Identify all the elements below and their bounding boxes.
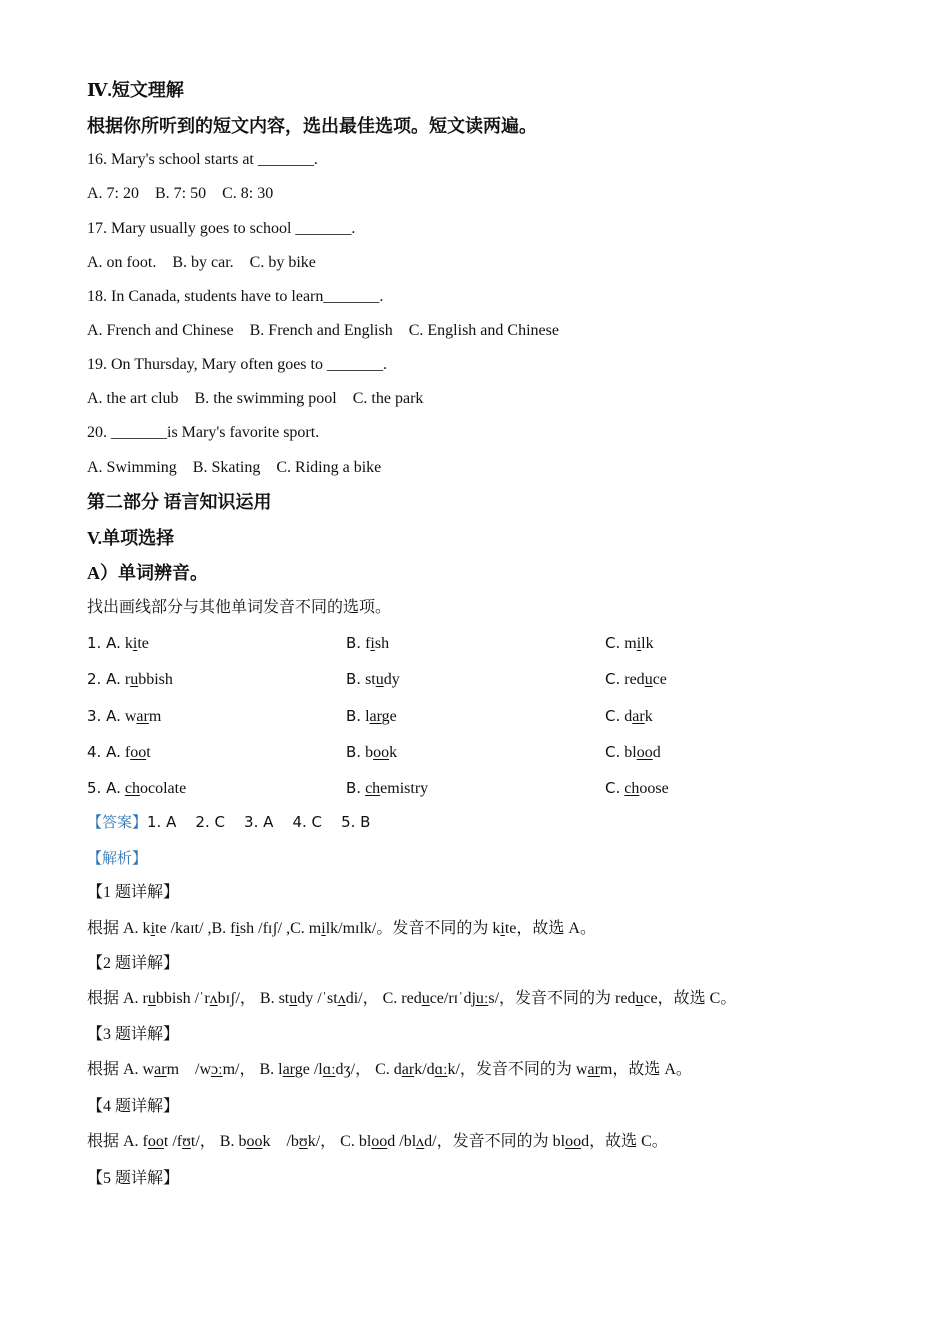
question-20: 20. _______is Mary's favorite sport. (87, 424, 320, 441)
answer-label: 【答案】 (87, 815, 148, 831)
question-16: 16. Mary's school starts at _______. (87, 151, 318, 168)
phonetics-instruction: 找出画线部分与其他单词发音不同的选项。 (87, 599, 392, 616)
detail-3-text: 根据 A. warm /wɔːm/， B. large /lɑːdʒ/， C. dark/dɑːk/，发音不同的为 warm，故选 A。 (87, 1061, 692, 1078)
detail-2-title: 【2 题详解】 (87, 955, 180, 972)
analysis-label: 【解析】 (87, 851, 148, 867)
question-18: 18. In Canada, students have to learn_______. (87, 288, 384, 305)
section-v-title: V.单项选择 (87, 528, 175, 548)
question-20-options: A. Swimming B. Skating C. Riding a bike (87, 459, 382, 476)
answer-line (87, 815, 370, 831)
subsection-a-title: A）单词辨音。 (87, 563, 208, 583)
part-two-title: 第二部分 语言知识运用 (87, 492, 272, 512)
question-17: 17. Mary usually goes to school _______. (87, 220, 356, 237)
detail-4-text: 根据 A. foot /fʊt/， B. book /bʊk/， C. blood /blʌd/，发音不同的为 blood，故选 C。 (87, 1133, 668, 1150)
detail-5-title: 【5 题详解】 (87, 1170, 180, 1187)
detail-4-title: 【4 题详解】 (87, 1098, 180, 1115)
section-iv-instruction: 根据你所听到的短文内容，选出最佳选项。短文读两遍。 (87, 116, 537, 136)
section-iv-title: Ⅳ.短文理解 (87, 80, 184, 100)
answer-text: 1. A 2. C 3. A 4. C 5. B (147, 813, 371, 831)
detail-3-title: 【3 题详解】 (87, 1026, 180, 1043)
question-19: 19. On Thursday, Mary often goes to _______. (87, 356, 387, 373)
detail-2-text: 根据 A. rubbish /ˈrʌbɪʃ/， B. study /ˈstʌdi/， C. reduce/rɪˈdjuːs/，发音不同的为 reduce，故选 C。 (87, 990, 737, 1007)
detail-1-title: 【1 题详解】 (87, 884, 180, 901)
question-17-options: A. on foot. B. by car. C. by bike (87, 254, 316, 271)
item-number: 1. A. (87, 634, 121, 652)
detail-1-text: 根据 A. kite /kaɪt/ ,B. fish /fɪʃ/ ,C. milk/mɪlk/。发音不同的为 kite，故选 A。 (87, 920, 596, 937)
question-16-options: A. 7: 20 B. 7: 50 C. 8: 30 (87, 185, 274, 202)
question-19-options: A. the art club B. the swimming pool C. the park (87, 390, 424, 407)
question-18-options: A. French and Chinese B. French and English C. English and Chinese (87, 322, 559, 339)
